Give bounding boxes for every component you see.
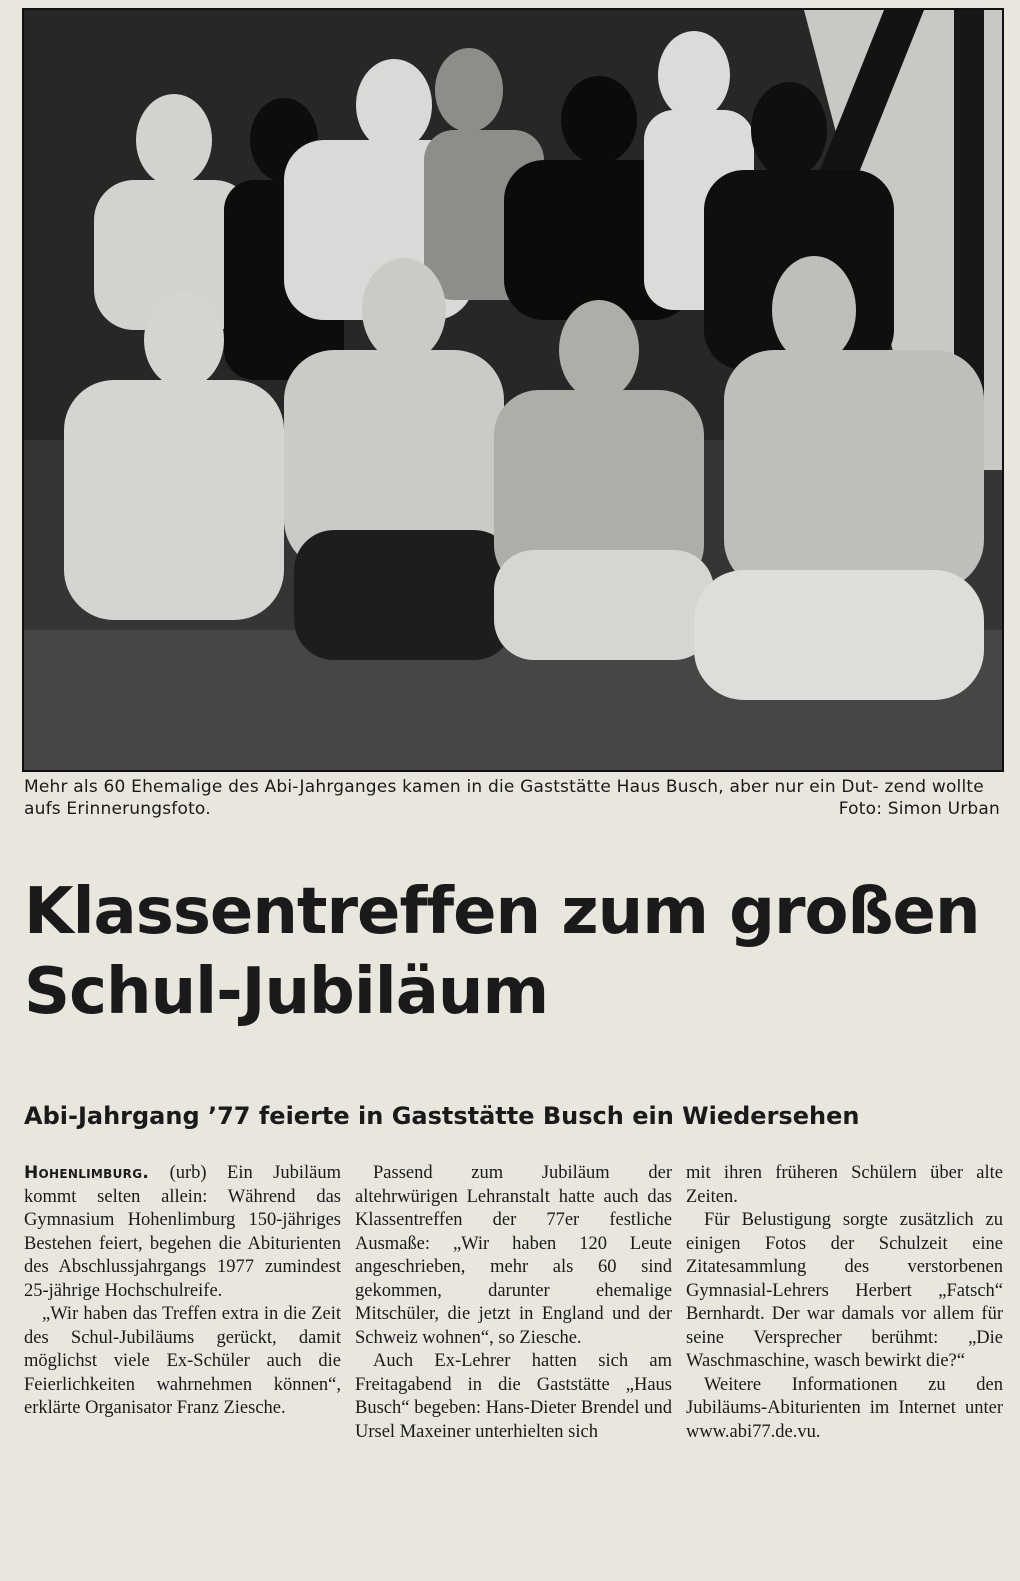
article-paragraph: Hohenlimburg. (urb) Ein Jubiläum kommt selten allein: Während das Gymnasium Hohenlimburg 150-jähriges Bestehen feiert, begehen die Abiturienten des Abschlussjahrgangs 1977 zumindest 25-jährige Hochschulreife. bbox=[24, 1163, 341, 1301]
group-photo bbox=[22, 8, 1004, 772]
article-column-3 bbox=[686, 1162, 1003, 1572]
photo-caption bbox=[24, 776, 1000, 820]
headline: Klassentreffen zum großen Schul-Jubiläum bbox=[24, 875, 980, 1029]
group-photo-illustration bbox=[24, 10, 1002, 770]
article-paragraph: mit ihren früheren Schülern über alte Zeiten. bbox=[686, 1163, 1003, 1207]
subheadline: Abi-Jahrgang ’77 feierte in Gaststätte Busch ein Wiedersehen bbox=[24, 1102, 860, 1130]
article-column-2 bbox=[355, 1162, 672, 1572]
photo-credit: Foto: Simon Urban bbox=[838, 799, 1000, 819]
dateline: Hohenlimburg. bbox=[24, 1163, 150, 1183]
article-paragraph: Weitere Informationen zu den Jubiläums-Abiturienten im Internet unter www.abi77.de.vu. bbox=[686, 1374, 1003, 1442]
article-paragraph: Für Belustigung sorgte zusätzlich zu einigen Fotos der Schulzeit eine Zitatesammlung des verstorbenen Gymnasial-Lehrers Herbert „Fatsch“ Bernhardt. Der war damals vor allem für seine Versprecher berühmt: „Die Waschmaschine, wasch bewirkt die?“ bbox=[686, 1210, 1003, 1371]
article-body bbox=[24, 1162, 1004, 1572]
article-paragraph: Passend zum Jubiläum der altehrwürigen Lehranstalt hatte auch das Klassentreffen der 77er festliche Ausmaße: „Wir haben 120 Leute angeschrieben, mehr als 60 sind gekommen, darunter ehemalige Mitschüler, die jetzt in England und der Schweiz wohnen“, so Ziesche. bbox=[355, 1163, 672, 1348]
article-column-1 bbox=[24, 1162, 341, 1572]
article-paragraph: „Wir haben das Treffen extra in die Zeit des Schul-Jubiläums gerückt, damit möglichst viele Ex-Schüler auch die Feierlichkeiten wahrnehmen können“, erklärte Organisator Franz Ziesche. bbox=[24, 1304, 341, 1418]
caption-text: Mehr als 60 Ehemalige des Abi-Jahrganges kamen in die Gaststätte Haus Busch, aber nur ein Dut- zend wollte aufs Erinnerungsfoto. bbox=[24, 777, 984, 819]
article-paragraph: Auch Ex-Lehrer hatten sich am Freitagabend in die Gaststätte „Haus Busch“ begeben: Hans-Dieter Brendel und Ursel Maxeiner unterhielten sich bbox=[355, 1351, 672, 1442]
